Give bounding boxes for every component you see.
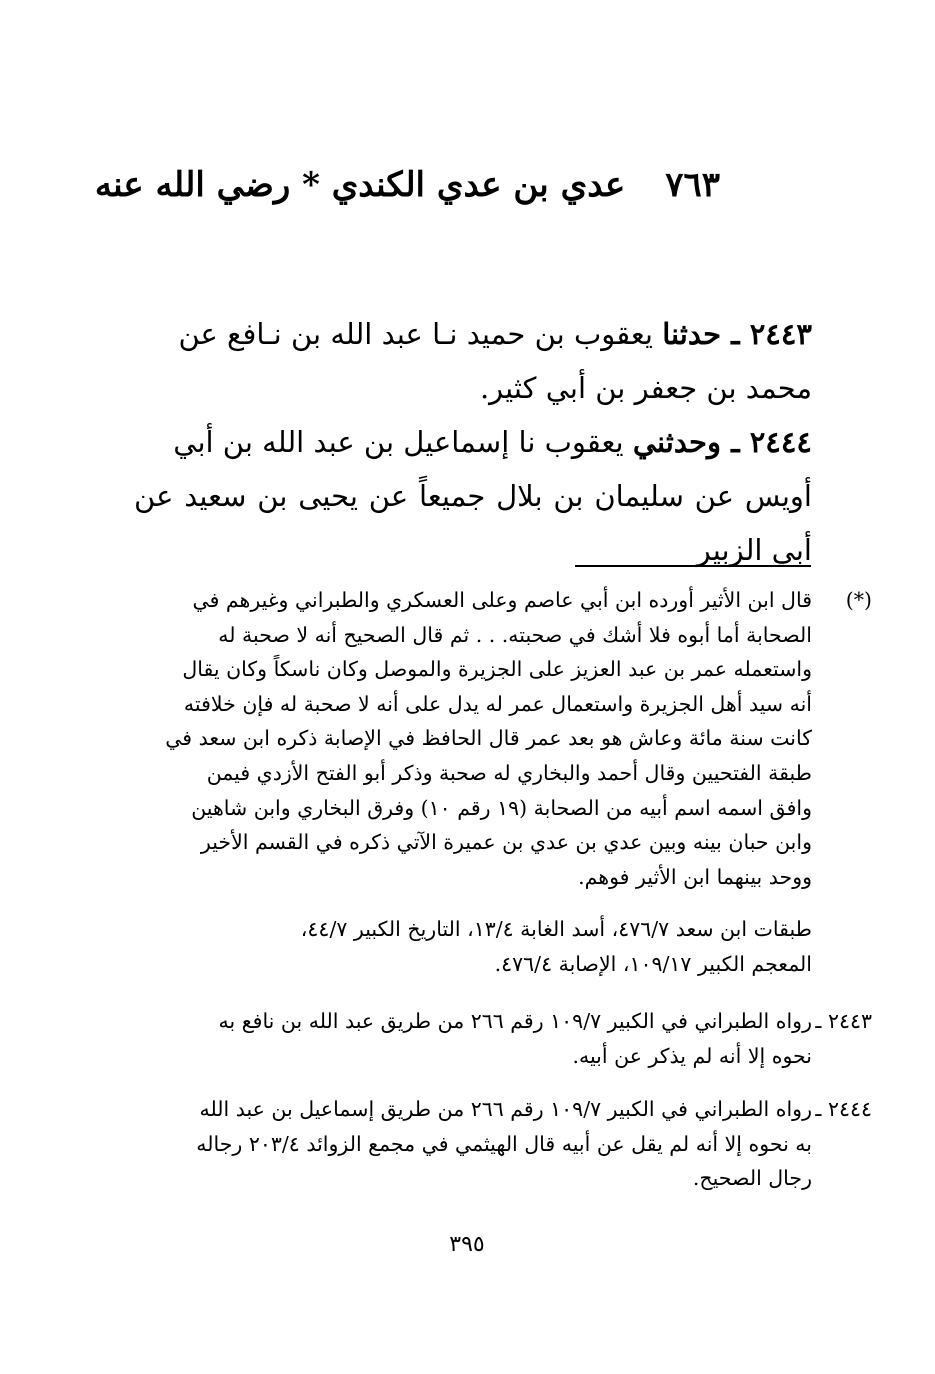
hadith-2443: [134, 307, 812, 415]
section-title: [94, 160, 720, 210]
hadith-number-lead: ٢٤٤٣ ـ حدثنا: [662, 317, 812, 351]
footnote-references: [134, 912, 812, 981]
reference-line: طبقات ابن سعد ٤٧٦/٧، أسد الغابة ١٣/٤، التاريخ الكبير ٤٤/٧،: [300, 917, 812, 941]
footnote-line: واستعمله عمر بن عبد العزيز على الجزيرة والموصل وكان ناسكاً وكان يقال: [182, 657, 812, 682]
footnote-star: [134, 583, 872, 894]
section-heading-text: عدي بن عدي الكندي * رضي الله عنه: [94, 165, 626, 205]
footnote-line: [134, 1004, 872, 1039]
hadith-2444: [134, 415, 812, 577]
section-number: ٧٦٣: [665, 165, 720, 205]
footnote-2444: [134, 1092, 872, 1196]
footnote-text: رواه الطبراني في الكبير ١٠٩/٧ رقم ٢٦٦ من طريق إسماعيل بن عبد الله: [199, 1097, 812, 1121]
footnote-line: [134, 1092, 872, 1127]
page-number: ٣٩٥: [449, 1232, 485, 1257]
footnote-text: رواه الطبراني في الكبير ١٠٩/٧ رقم ٢٦٦ من طريق عبد الله بن نافع به: [218, 1009, 812, 1033]
footnote-line: وابن حبان بينه وبين عدي بن عدي بن عميرة الآتي ذكره في القسم الأخير: [200, 830, 812, 855]
hadith-text: يعقوب نا إسماعيل بن عبد الله بن أبي: [173, 425, 624, 459]
footnote-2443: [134, 1004, 872, 1073]
footnote-marker: ٢٤٤٤ ـ: [815, 1097, 872, 1121]
hadith-line: [134, 415, 812, 469]
footnote-line: طبقة الفتحيين وقال أحمد والبخاري له صحبة وذكر أبو الفتح الأزدي فيمن: [206, 760, 812, 785]
footnote-line: به نحوه إلا أنه لم يقل عن أبيه قال الهيثمي في مجمع الزوائد ٢٠٣/٤ رجاله: [196, 1131, 812, 1156]
hadith-line: [134, 307, 812, 361]
footnote-line: ووحد بينهما ابن الأثير فوهم.: [578, 864, 812, 889]
footnote-text: قال ابن الأثير أورده ابن أبي عاصم وعلى العسكري والطبراني وغيرهم في: [192, 588, 812, 612]
hadith-line: محمد بن جعفر بن أبي كثير.: [479, 371, 812, 405]
footnote-line: أنه سيد أهل الجزيرة واستعمال عمر له يدل على أنه لا صحبة له فإن خلافته: [183, 691, 812, 716]
footnote-line: [134, 583, 872, 618]
hadith-number-lead: ٢٤٤٤ ـ وحدثني: [632, 425, 812, 459]
footnote-line: كانت سنة مائة وعاش هو بعد عمر قال الحافظ في الإصابة ذكره ابن سعد في: [165, 726, 812, 751]
footnote-marker: ٢٤٤٣ ـ: [815, 1009, 872, 1033]
footnote-line: رجال الصحيح.: [692, 1166, 812, 1191]
footnote-marker: (*): [845, 588, 872, 612]
footnote-separator: [575, 565, 811, 567]
reference-line: المعجم الكبير ١٠٩/١٧، الإصابة ٤٧٦/٤.: [494, 951, 812, 976]
hadith-line: أويس عن سليمان بن بلال جميعاً عن يحيى بن سعيد عن أبي الزبير: [134, 479, 812, 567]
footnote-line: الصحابة أما أبوه فلا أشك في صحبته. . . ثم قال الصحيح أنه لا صحبة له: [218, 622, 812, 647]
footnote-line: نحوه إلا أنه لم يذكر عن أبيه.: [572, 1043, 812, 1068]
hadith-text: يعقوب بن حميد نـا عبد الله بن نـافع عن: [178, 317, 653, 351]
footnote-line: وافق اسمه اسم أبيه من الصحابة (١٩ رقم ١٠) وفرق البخاري وابن شاهين: [191, 795, 812, 820]
